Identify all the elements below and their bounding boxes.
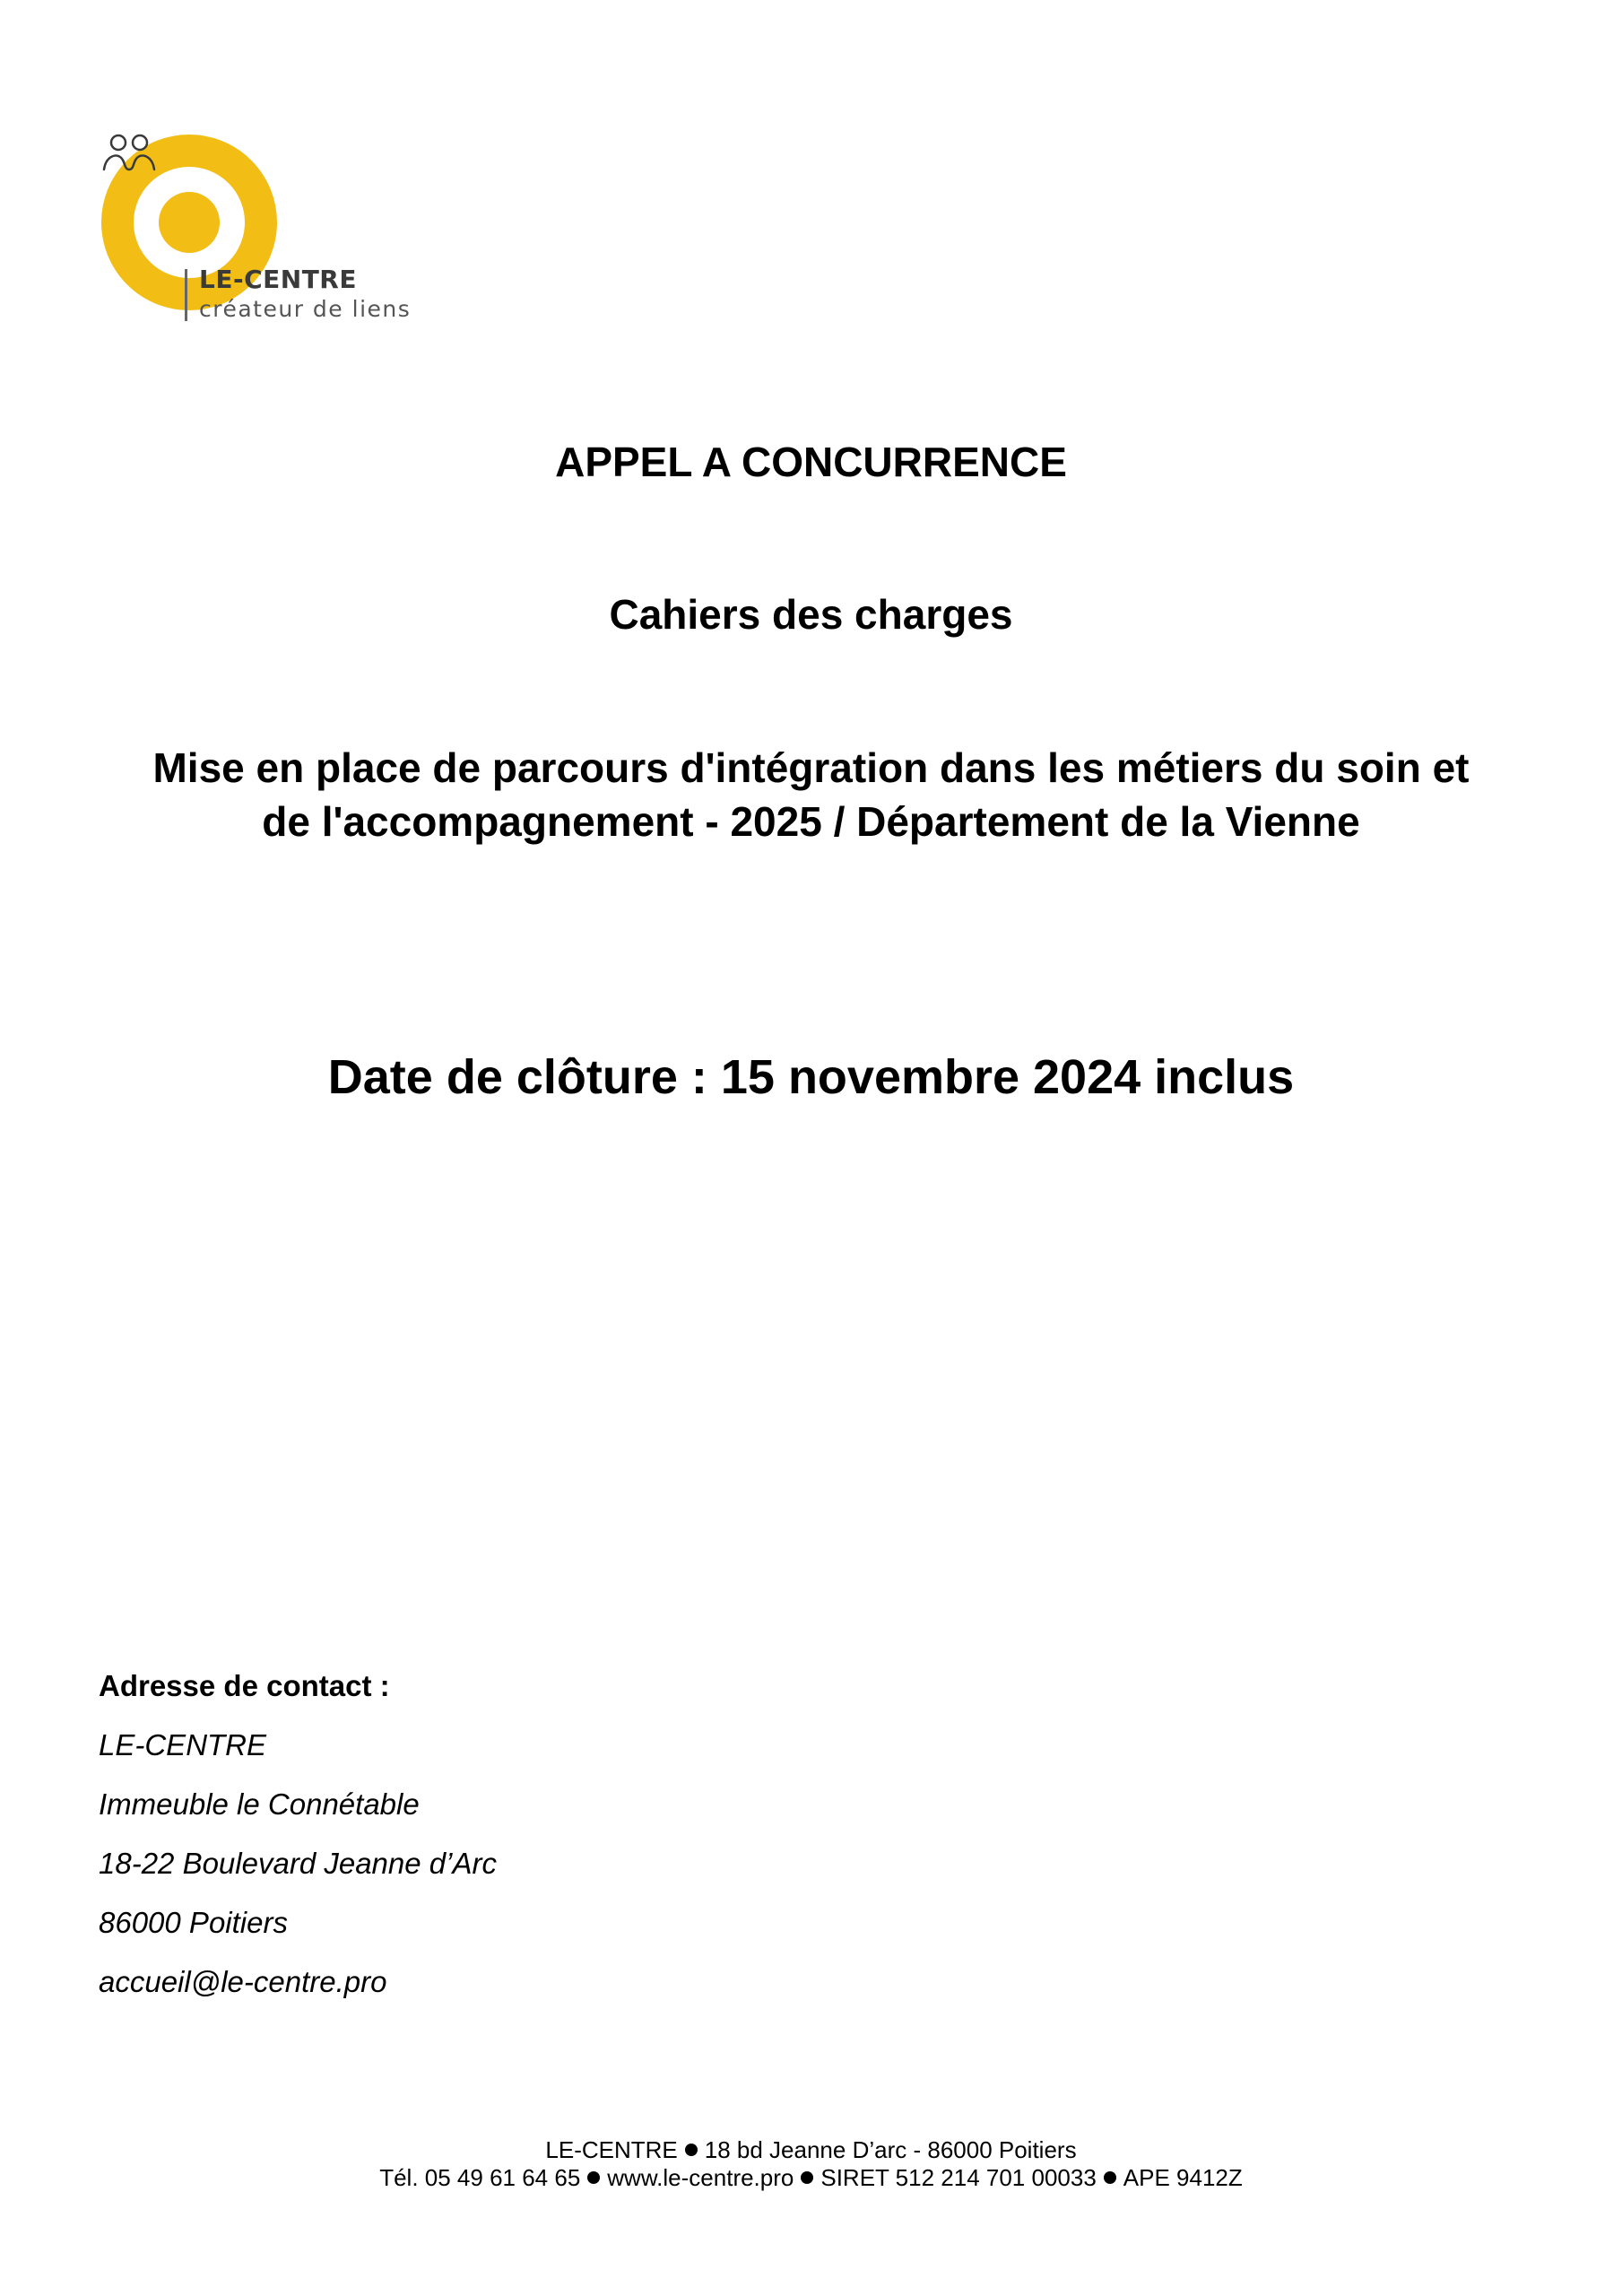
contact-building: Immeuble le Connétable	[99, 1787, 420, 1821]
footer-org-name: LE-CENTRE	[545, 2136, 678, 2163]
contact-street: 18-22 Boulevard Jeanne d’Arc	[99, 1847, 497, 1880]
project-title-line-1: Mise en place de parcours d'intégration dans les métiers du soin et	[152, 744, 1470, 791]
page-footer	[0, 2136, 1622, 2192]
document-subtitle: Cahiers des charges	[609, 591, 1013, 638]
document-title: APPEL A CONCURRENCE	[555, 439, 1067, 485]
project-title	[0, 741, 1622, 848]
bullet-dot-icon	[685, 2144, 698, 2156]
footer-address: 18 bd Jeanne D’arc - 86000 Poitiers	[704, 2136, 1077, 2163]
logo	[99, 130, 439, 336]
footer-phone: Tél. 05 49 61 64 65	[379, 2164, 581, 2191]
bullet-dot-icon	[801, 2171, 813, 2184]
project-title-line-2: de l'accompagnement - 2025 / Département de la Vienne	[262, 798, 1360, 845]
bullet-dot-icon	[587, 2171, 600, 2184]
footer-ape: APE 9412Z	[1123, 2164, 1243, 2191]
logo-tagline: créateur de liens	[199, 296, 412, 322]
logo-name: LE-CENTRE	[199, 265, 357, 294]
contact-city: 86000 Poitiers	[99, 1906, 288, 1939]
bullet-dot-icon	[1104, 2171, 1116, 2184]
logo-divider	[185, 269, 187, 321]
closing-date: Date de clôture : 15 novembre 2024 inclus	[327, 1050, 1295, 1104]
contact-heading: Adresse de contact :	[99, 1669, 390, 1702]
footer-line-2	[0, 2164, 1622, 2192]
footer-line-1	[0, 2136, 1622, 2164]
people-link-icon	[99, 130, 161, 175]
contact-organization: LE-CENTRE	[99, 1728, 267, 1761]
footer-siret: SIRET 512 214 701 00033	[820, 2164, 1097, 2191]
footer-website[interactable]: www.le-centre.pro	[607, 2164, 794, 2191]
contact-block	[99, 1668, 906, 2023]
contact-email[interactable]: accueil@le-centre.pro	[99, 1965, 387, 1998]
